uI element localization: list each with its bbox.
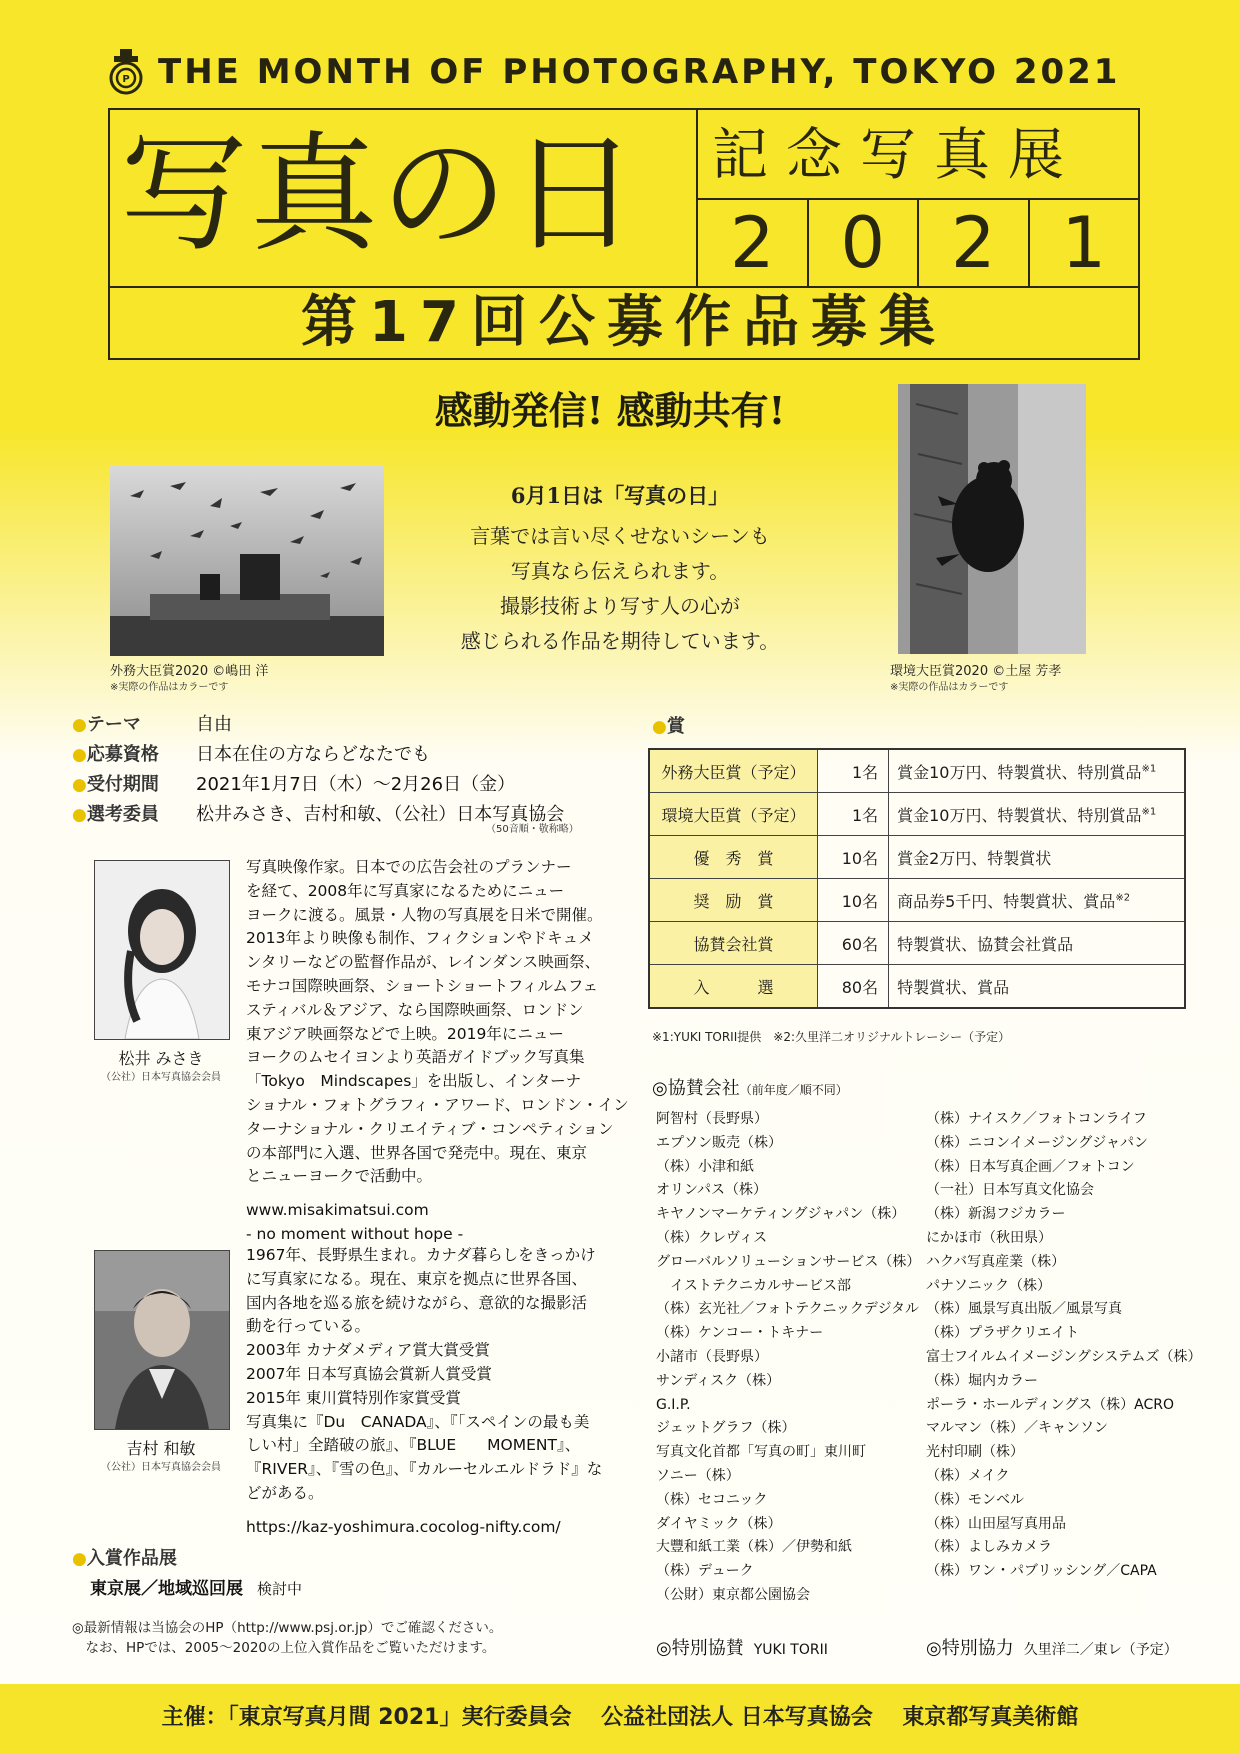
sponsor-item: ハクバ写真産業（株）: [926, 1253, 1066, 1270]
sponsor-item: 写真文化首都「写真の町」東川町: [656, 1444, 866, 1461]
year-digit: 2: [729, 202, 775, 284]
bullet-dot-icon: ●: [72, 805, 87, 825]
photo-kankyo-award: [898, 384, 1086, 654]
bullet-dot-icon: ●: [652, 717, 667, 737]
sponsor-item: （株）ケンコー・トキナー: [656, 1325, 824, 1342]
intro-line: 感じられる作品を期待しています。: [460, 629, 780, 653]
sponsor-item: （株）ナイスク／フォトコンライフ: [926, 1111, 1147, 1127]
bio-line: 2003年 カナダメディア賞大賞受賞: [246, 1341, 490, 1360]
bio-line: モナコ国際映画祭、ショートショートフィルムフェ: [246, 976, 599, 995]
prize-count: 10名: [818, 879, 889, 922]
intro-line: 言葉では言い尽くせないシーンも: [470, 524, 770, 548]
table-row: [649, 879, 1185, 922]
sponsor-item: （株）新潟フジカラー: [926, 1206, 1066, 1223]
prize-desc-text: 賞金10万円、特製賞状、特別賞品: [897, 805, 1142, 825]
special-cooperation-label: ◎特別協力: [926, 1638, 1014, 1659]
photo-note: ※実際の作品はカラーです: [110, 682, 229, 693]
bullet-dot-icon: ●: [72, 775, 87, 795]
sponsor-item: サンディスク（株）: [656, 1372, 781, 1389]
info-label: 選考委員: [86, 804, 159, 825]
exhibition-body: [90, 1574, 302, 1599]
table-row: [649, 836, 1185, 879]
sponsor-item: （株）ニコンイメージングジャパン: [926, 1134, 1148, 1151]
prize-name: 外務大臣賞（予定）: [649, 749, 818, 793]
photo-caption: 外務大臣賞2020 ©嶋田 洋: [110, 664, 269, 679]
sponsor-item: ジェットグラフ（株）: [656, 1420, 796, 1437]
bio-line: 『RIVER』、『雪の色』、『カルーセルエルドラド』な: [246, 1460, 603, 1479]
footer-organizers: 主催：「東京写真月間 2021」実行委員会 公益社団法人 日本写真協会 東京都写真美術館: [161, 1705, 1079, 1730]
bio-line: 東アジア映画祭などで上映。2019年にニュー: [246, 1024, 564, 1043]
info-label: 受付期間: [86, 774, 159, 795]
intro-line: 撮影技術より写す人の心が: [500, 594, 740, 618]
prize-desc-text: 特製賞状、協賛会社賞品: [897, 934, 1074, 954]
bio-line: しい村」全踏破の旅』、『BLUE MOMENT』、: [246, 1436, 581, 1455]
prize-name: 環境大臣賞（予定）: [649, 793, 818, 836]
judge-photo-yoshimura: [94, 1250, 230, 1430]
sponsor-item: にかほ市（秋田県）: [926, 1229, 1052, 1246]
info-row-eligibility: [72, 740, 592, 770]
sponsor-item: （公財）東京都公園協会: [656, 1586, 810, 1603]
sponsor-item: パナソニック（株）: [926, 1277, 1052, 1294]
sponsor-item: 小諸市（長野県）: [656, 1348, 768, 1365]
bio-line: 1967年、長野県生まれ。カナダ暮らしをきっかけ: [246, 1246, 596, 1264]
judge-name: 松井 みさき: [118, 1049, 204, 1068]
bio-line: を経て、2008年に写真家になるためにニュー: [246, 881, 565, 900]
prize-desc: [889, 793, 1185, 836]
exhibition-title-text: 入賞作品展: [86, 1548, 177, 1569]
sponsor-item: （株）よしみカメラ: [926, 1539, 1052, 1556]
info-block: [72, 710, 592, 830]
prize-title-text: 賞: [666, 716, 685, 737]
bio-line: 写真集に『Du CANADA』、『「スペインの最も美: [246, 1412, 590, 1431]
sponsor-item: （株）堀内カラー: [926, 1372, 1038, 1389]
bio-line: の本部門に入選、世界各国で発売中。現在、東京: [246, 1143, 588, 1162]
bio-line: 動を行っている。: [246, 1317, 371, 1336]
hp-note-line: なお、HPでは、2005～2020の上位入賞作品をご覧いただけます。: [72, 1640, 496, 1656]
bio-line: 2015年 東川賞特別作家賞受賞: [246, 1388, 461, 1407]
info-label: テーマ: [86, 714, 141, 735]
prize-footnote-mark: ※1: [1141, 806, 1157, 818]
intro-text: [400, 478, 840, 659]
sponsor-item: イストテクニカルサービス部: [656, 1277, 852, 1294]
sponsor-item: 光村印刷（株）: [926, 1444, 1024, 1461]
sponsor-item: ソニー（株）: [656, 1467, 740, 1484]
prize-table: [648, 748, 1186, 1009]
sponsor-item: （株）小津和紙: [656, 1158, 754, 1175]
exhibition-status: 検討中: [257, 1580, 303, 1598]
sponsor-item: G.I.P.: [656, 1396, 691, 1413]
photo-caption: 環境大臣賞2020 ©土屋 芳孝: [890, 664, 1062, 679]
special-sponsor-value: YUKI TORII: [753, 1642, 828, 1658]
sponsor-title-note: （前年度／順不同）: [739, 1083, 848, 1097]
table-row: [649, 749, 1185, 793]
sponsor-item: キヤノンマーケティングジャパン（株）: [656, 1206, 906, 1223]
year-digit: 1: [1028, 200, 1139, 286]
sponsor-item: （株）クレヴィス: [656, 1229, 768, 1246]
prize-count: 60名: [818, 922, 889, 965]
sponsor-item: グローバルソリューションサービス（株）: [656, 1253, 921, 1270]
sponsor-item: 阿智村（長野県）: [656, 1111, 768, 1127]
sponsor-item: 大豐和紙工業（株）／伊勢和紙: [656, 1539, 852, 1556]
sponsor-item: 富士フイルムイメージングシステムズ（株）: [926, 1348, 1202, 1365]
prize-desc: [889, 922, 1185, 965]
intro-head: 6月1日は「写真の日」: [510, 483, 730, 508]
prize-title: [652, 712, 685, 738]
bio-line: 「Tokyo Mindscapes」を出版し、インターナ: [246, 1072, 582, 1091]
bio-line: 国内各地を巡る旅を続けながら、意欲的な撮影活: [246, 1293, 588, 1312]
judge-bio-matsui: [246, 856, 629, 1247]
bio-line: ターナショナル・クリエイティブ・コンペティション: [246, 1119, 614, 1138]
judge-photo-matsui: [94, 860, 230, 1040]
camera-logo-icon: [108, 48, 144, 96]
prize-desc: [889, 879, 1185, 922]
sponsor-item: ダイヤミック（株）: [656, 1515, 782, 1532]
info-value: 自由: [196, 714, 232, 735]
sponsor-item: （株）玄光社／フォトテクニックデジタル: [656, 1301, 920, 1318]
sponsor-list-left: [656, 1108, 921, 1608]
judge-name: 吉村 和敏: [126, 1439, 196, 1458]
sponsor-item: エプソン販売（株）: [656, 1134, 782, 1151]
bio-line: 2007年 日本写真協会賞新人賞受賞: [246, 1364, 492, 1383]
photo-note: ※実際の作品はカラーです: [890, 682, 1009, 693]
special-sponsor-label: ◎特別協賛: [656, 1638, 744, 1659]
info-label: 応募資格: [86, 744, 159, 765]
prize-count: 80名: [818, 965, 889, 1009]
sponsor-item: マルマン（株）／キャンソン: [926, 1420, 1108, 1437]
svg-text:P: P: [122, 74, 130, 85]
intro-line: 写真なら伝えられます。: [510, 559, 730, 583]
table-row: [649, 965, 1185, 1009]
sponsor-item: （株）日本写真企画／フォトコン: [926, 1158, 1135, 1175]
brand-title: THE MONTH OF PHOTOGRAPHY, TOKYO 2021: [158, 52, 1121, 92]
prize-desc: [889, 965, 1185, 1009]
hp-note: [72, 1618, 502, 1658]
bio-line: 2013年より映像も制作、フィクションやドキュメ: [246, 929, 594, 948]
exhibition-title: [72, 1544, 177, 1570]
prize-footnote-mark: ※1: [1141, 763, 1157, 775]
judge-url[interactable]: www.misakimatsui.com: [246, 1201, 429, 1220]
judge-bio-yoshimura: [246, 1244, 603, 1540]
order-note: （50音順・敬称略）: [486, 824, 579, 835]
sponsor-item: （株）デューク: [656, 1563, 754, 1580]
year-digit: 0: [807, 200, 918, 286]
sponsor-item: （株）モンベル: [926, 1491, 1024, 1508]
prize-desc: [889, 836, 1185, 879]
bio-line: スティバル＆アジア、なら国際映画祭、ロンドン: [246, 1000, 584, 1019]
bio-line: ショナル・フォトグラフィ・アワード、ロンドン・イン: [246, 1095, 629, 1114]
prize-count: 1名: [818, 793, 889, 836]
sponsor-item: （株）風景写真出版／風景写真: [926, 1301, 1122, 1318]
judge-affiliation: （公社）日本写真協会会員: [101, 1462, 221, 1473]
info-row-theme: [72, 710, 592, 740]
info-value: 松井みさき、吉村和敏、（公社）日本写真協会: [196, 804, 565, 825]
bio-line: どがある。: [246, 1483, 324, 1502]
year-box: [698, 200, 1138, 286]
prize-desc-text: 賞金2万円、特製賞状: [897, 848, 1052, 868]
sponsor-title: [652, 1074, 848, 1100]
sponsor-item: オリンパス（株）: [656, 1182, 768, 1199]
exhibition-venues: 東京展／地域巡回展: [90, 1579, 243, 1599]
sub-title: 記念写真展: [712, 123, 1082, 188]
bullet-dot-icon: ●: [72, 1549, 87, 1569]
info-value: 日本在住の方ならどなたでも: [196, 744, 430, 765]
sponsor-item: （株）山田屋写真用品: [926, 1515, 1066, 1532]
prize-footnote: ※1:YUKI TORII提供 ※2:久里洋二オリジナルトレーシー（予定）: [652, 1030, 1011, 1044]
prize-name: 協賛会社賞: [649, 922, 818, 965]
year-digit: 2: [917, 200, 1028, 286]
sponsor-item: （一社）日本写真文化協会: [926, 1182, 1094, 1199]
table-row: [649, 922, 1185, 965]
prize-name: 奨 励 賞: [649, 879, 818, 922]
prize-count: 10名: [818, 836, 889, 879]
special-sponsor: [656, 1634, 828, 1660]
prize-name: 優 秀 賞: [649, 836, 818, 879]
sponsor-item: （株）プラザクリエイト: [926, 1325, 1080, 1342]
hp-note-line: ◎最新情報は当協会のHP（http://www.psj.or.jp）でご確認ください。: [72, 1620, 503, 1636]
prize-desc-text: 商品券5千円、特製賞状、賞品: [897, 891, 1116, 911]
prize-desc-text: 賞金10万円、特製賞状、特別賞品: [897, 762, 1142, 782]
photo-gaimu-award: [110, 466, 384, 656]
bio-line: ヨークに渡る。風景・人物の写真展を日米で開催。: [246, 905, 603, 924]
table-row: [649, 793, 1185, 836]
judge-url[interactable]: https://kaz-yoshimura.cocolog-nifty.com/: [246, 1517, 561, 1536]
sponsor-list-right: [926, 1108, 1202, 1584]
special-cooperation: [926, 1634, 1178, 1660]
sponsor-item: （株）メイク: [926, 1467, 1010, 1484]
prize-desc-text: 特製賞状、賞品: [897, 977, 1010, 997]
slogan: 感動発信! 感動共有!: [434, 388, 786, 433]
prize-desc: [889, 749, 1185, 793]
sponsor-item: （株）ワン・パブリッシング／CAPA: [926, 1563, 1157, 1580]
prize-name: 入 選: [649, 965, 818, 1009]
sponsor-item: （株）セコニック: [656, 1491, 768, 1508]
round-title: 第17回公募作品募集: [301, 290, 947, 355]
sponsor-title-text: ◎協賛会社: [652, 1078, 740, 1099]
special-cooperation-value: 久里洋二／東レ（予定）: [1023, 1642, 1178, 1658]
sponsor-item: ポーラ・ホールディングス（株）ACRO: [926, 1396, 1175, 1413]
prize-footnote-mark: ※2: [1115, 892, 1131, 904]
bullet-dot-icon: ●: [72, 745, 87, 765]
brand-row: [108, 44, 1148, 100]
bio-line: とニューヨークで活動中。: [246, 1167, 433, 1186]
judge-motto: - no moment without hope -: [246, 1224, 464, 1243]
bio-line: に写真家になる。現在、東京を拠点に世界各国、: [246, 1269, 588, 1288]
judge-affiliation: （公社）日本写真協会会員: [101, 1072, 221, 1083]
bio-line: ヨークのムセイヨンより英語ガイドブック写真集: [246, 1048, 585, 1067]
info-value: 2021年1月7日（木）～2月26日（金）: [196, 774, 516, 795]
bio-line: 写真映像作家。日本での広告会社のプランナー: [246, 858, 572, 876]
bullet-dot-icon: ●: [72, 715, 87, 735]
prize-count: 1名: [818, 749, 889, 793]
bio-line: ンタリーなどの監督作品が、レインダンス映画祭、: [246, 953, 601, 972]
main-title: 写真の日: [120, 120, 641, 269]
info-row-period: [72, 770, 592, 800]
